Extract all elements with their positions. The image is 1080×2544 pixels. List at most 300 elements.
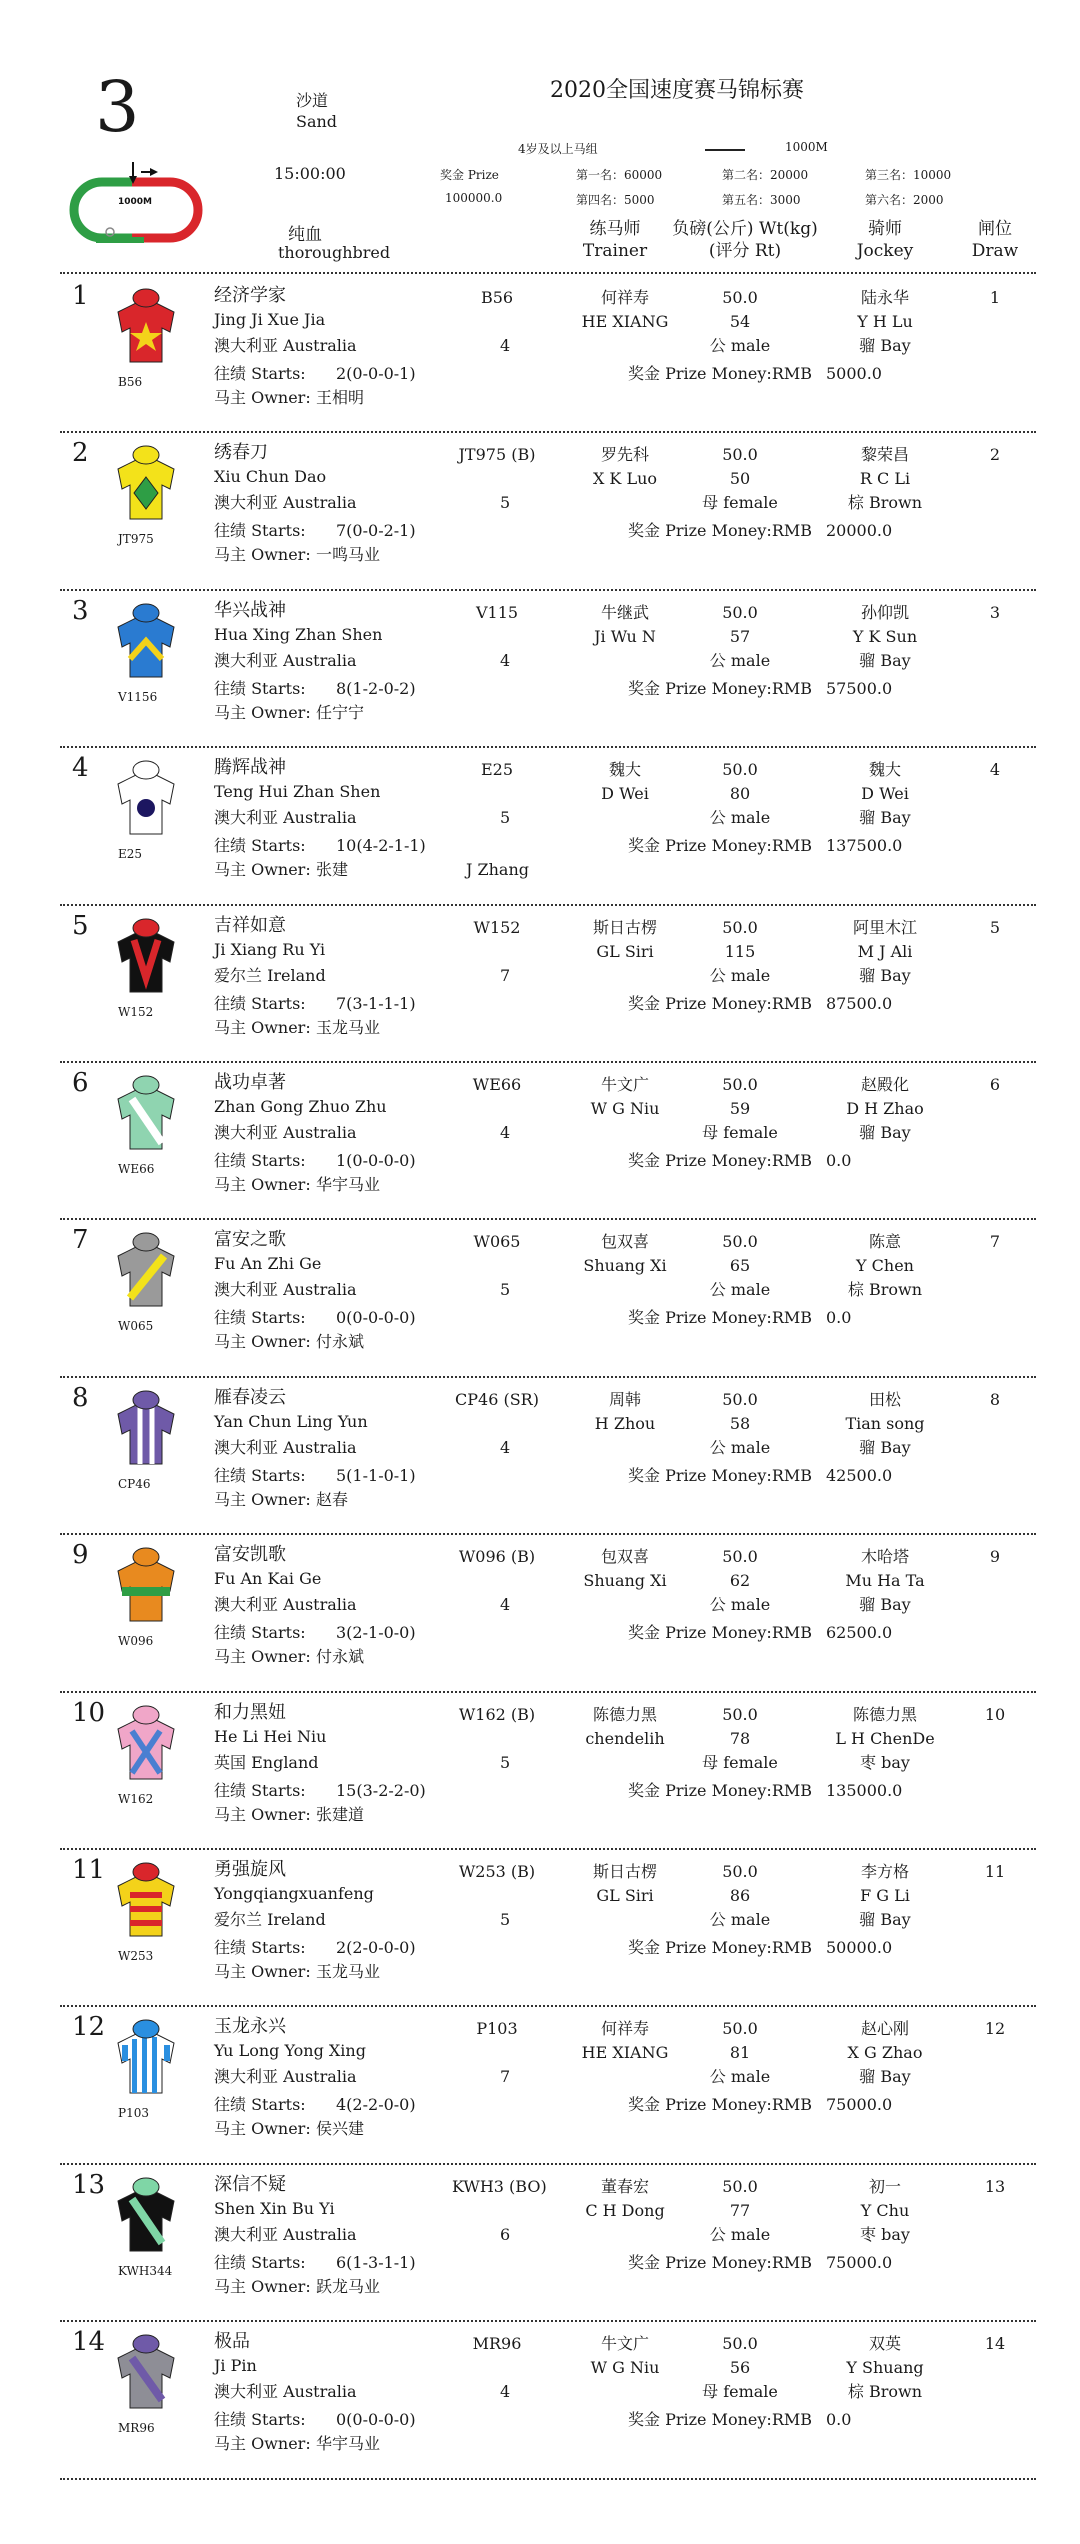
horse-name-en: Yongqiangxuanfeng <box>214 1884 374 1903</box>
entry-separator <box>60 2163 1036 2165</box>
col-weight-cn: 负磅(公斤) Wt(kg) <box>672 219 818 239</box>
starts-label: 往绩 Starts: <box>214 1938 306 1957</box>
runner-number: 14 <box>72 2327 106 2357</box>
owner-value: 付永斌 <box>316 1647 365 1666</box>
prize-money-value: 20000.0 <box>826 521 893 540</box>
starts-value: 0(0-0-0-0) <box>336 1308 416 1327</box>
horse-name-en: Teng Hui Zhan Shen <box>214 782 381 801</box>
breed-en: thoroughbred <box>278 243 391 262</box>
prize-5th: 第五名：3000 <box>722 193 801 207</box>
horse-age: 4 <box>500 1438 511 1457</box>
owner-value: 张建道 <box>316 1805 365 1824</box>
rating: 59 <box>729 1099 751 1118</box>
horse-origin: 澳大利亚 Australia <box>214 1280 357 1299</box>
horse-sex: 母 female <box>702 1753 778 1772</box>
jockey-en: Y K Sun <box>852 627 918 646</box>
distance-rule <box>705 149 745 151</box>
trainer-cn: 斯日古楞 <box>592 918 657 937</box>
prize-money-value: 75000.0 <box>826 2095 893 2114</box>
owner-label: 马主 Owner: <box>214 1490 311 1509</box>
horse-name-cn: 极品 <box>214 2331 250 2352</box>
silk-code: P103 <box>118 2106 149 2120</box>
runner-entry <box>0 437 1080 595</box>
jockey-silk-pink-blue-cross <box>104 1705 188 1783</box>
horse-sex: 公 male <box>709 966 771 985</box>
starts-label: 往绩 Starts: <box>214 1466 306 1485</box>
silk-code: E25 <box>118 847 143 861</box>
owner-label: 马主 Owner: <box>214 2119 311 2138</box>
owner-value: 跃龙马业 <box>316 2277 381 2296</box>
trainer-cn: 牛文广 <box>600 2334 649 2353</box>
horse-age: 4 <box>500 651 511 670</box>
prize-money-value: 135000.0 <box>826 1781 903 1800</box>
jockey-silk-blue-yellow-chevron <box>104 603 188 681</box>
horse-color: 骝 Bay <box>859 1438 911 1457</box>
weight: 50.0 <box>722 1075 758 1094</box>
draw-number: 12 <box>984 2019 1006 2038</box>
owner-extra: J Zhang <box>466 860 530 879</box>
prize-money-label: 奖金 Prize Money:RMB <box>628 521 813 540</box>
jockey-cn: 木哈塔 <box>860 1547 909 1566</box>
horse-name-en: Hua Xing Zhan Shen <box>214 625 383 644</box>
owner-value: 任宁宁 <box>316 703 365 722</box>
trainer-cn: 魏大 <box>608 760 641 779</box>
starts-value: 15(3-2-2-0) <box>336 1781 426 1800</box>
horse-color: 枣 bay <box>860 2225 910 2244</box>
jockey-silk-grey-yellow-sash <box>104 1232 188 1310</box>
prize-money-value: 0.0 <box>826 1308 852 1327</box>
horse-code: JT975 (B) <box>458 445 536 464</box>
runner-entry <box>0 2169 1080 2327</box>
horse-origin: 爱尔兰 Ireland <box>214 1910 326 1929</box>
starts-value: 0(0-0-0-0) <box>336 2410 416 2429</box>
horse-name-cn: 玉龙永兴 <box>214 2016 286 2037</box>
horse-name-cn: 吉祥如意 <box>214 915 286 936</box>
horse-name-en: Shen Xin Bu Yi <box>214 2199 335 2218</box>
runner-entry <box>0 1067 1080 1225</box>
jockey-silk-blue-white-stripes <box>104 2019 188 2097</box>
horse-origin: 澳大利亚 Australia <box>214 808 357 827</box>
jockey-en: R C Li <box>859 469 911 488</box>
jockey-silk-mint-white-sash <box>104 1075 188 1153</box>
trainer-en: Shuang Xi <box>583 1256 667 1275</box>
trainer-en: D Wei <box>601 784 649 803</box>
horse-code: MR96 <box>472 2334 522 2353</box>
trainer-cn: 罗先科 <box>600 445 649 464</box>
trainer-cn: 何祥寿 <box>600 288 649 307</box>
runner-number: 12 <box>72 2012 106 2042</box>
horse-color: 棕 Brown <box>847 2382 923 2401</box>
runner-number: 7 <box>72 1225 89 1255</box>
entry-separator <box>60 2478 1036 2480</box>
trainer-cn: 包双喜 <box>600 1547 649 1566</box>
prize-money-value: 87500.0 <box>826 994 893 1013</box>
prize-4th: 第四名：5000 <box>576 193 655 207</box>
horse-origin: 澳大利亚 Australia <box>214 651 357 670</box>
silk-code: CP46 <box>118 1477 151 1491</box>
horse-name-cn: 深信不疑 <box>214 2174 286 2195</box>
trainer-en: X K Luo <box>592 469 658 488</box>
horse-name-cn: 华兴战神 <box>214 600 286 621</box>
prize-money-value: 75000.0 <box>826 2253 893 2272</box>
owner-value: 华宇马业 <box>316 2434 381 2453</box>
horse-origin: 澳大利亚 Australia <box>214 2225 357 2244</box>
trainer-en: chendelih <box>585 1729 665 1748</box>
horse-origin: 澳大利亚 Australia <box>214 1438 357 1457</box>
trainer-cn: 斯日古楞 <box>592 1862 657 1881</box>
prize-money-label: 奖金 Prize Money:RMB <box>628 1151 813 1170</box>
horse-name-cn: 勇强旋风 <box>214 1859 286 1880</box>
prize-money-label: 奖金 Prize Money:RMB <box>628 1623 813 1642</box>
weight: 50.0 <box>722 1232 758 1251</box>
trainer-cn: 周韩 <box>608 1390 641 1409</box>
horse-code: W152 <box>473 918 521 937</box>
prize-money-value: 42500.0 <box>826 1466 893 1485</box>
trainer-cn: 董春宏 <box>600 2177 649 2196</box>
entry-separator <box>60 1848 1036 1850</box>
starts-label: 往绩 Starts: <box>214 836 306 855</box>
horse-sex: 公 male <box>709 1595 771 1614</box>
horse-age: 4 <box>500 2382 511 2401</box>
trainer-en: HE XIANG <box>581 312 669 331</box>
starts-label: 往绩 Starts: <box>214 2253 306 2272</box>
col-weight-en: (评分 Rt) <box>708 241 782 261</box>
starts-value: 2(0-0-0-1) <box>336 364 416 383</box>
jockey-cn: 黎荣昌 <box>860 445 909 464</box>
owner-label: 马主 Owner: <box>214 2277 311 2296</box>
prize-money-value: 5000.0 <box>826 364 882 383</box>
silk-code: W253 <box>118 1949 154 1963</box>
runner-entry <box>0 2011 1080 2169</box>
draw-number: 6 <box>989 1075 1001 1094</box>
runner-entry <box>0 1697 1080 1855</box>
runner-number: 5 <box>72 911 89 941</box>
horse-sex: 公 male <box>709 1910 771 1929</box>
horse-name-cn: 腾辉战神 <box>214 757 286 778</box>
prize-money-label: 奖金 Prize Money:RMB <box>628 836 813 855</box>
runner-entry <box>0 280 1080 438</box>
starts-label: 往绩 Starts: <box>214 679 306 698</box>
col-weight <box>665 218 825 262</box>
starts-value: 6(1-3-1-1) <box>336 2253 416 2272</box>
weight: 50.0 <box>722 603 758 622</box>
jockey-cn: 初一 <box>868 2177 901 2196</box>
rating: 62 <box>729 1571 751 1590</box>
horse-name-cn: 富安凯歌 <box>214 1544 286 1565</box>
jockey-silk-orange-green-band <box>104 1547 188 1625</box>
trainer-en: Shuang Xi <box>583 1571 667 1590</box>
trainer-en: HE XIANG <box>581 2043 669 2062</box>
entry-separator <box>60 746 1036 748</box>
horse-code: W253 (B) <box>458 1862 536 1881</box>
draw-number: 7 <box>989 1232 1001 1251</box>
race-time: 15:00:00 <box>274 164 346 183</box>
surface-en: Sand <box>296 112 338 131</box>
runner-number: 3 <box>72 596 89 626</box>
entry-separator <box>60 2320 1036 2322</box>
horse-name-cn: 富安之歌 <box>214 1229 286 1250</box>
trainer-cn: 包双喜 <box>600 1232 649 1251</box>
horse-color: 骝 Bay <box>859 336 911 355</box>
runner-number: 6 <box>72 1068 89 1098</box>
horse-age: 7 <box>500 2067 511 2086</box>
rating: 115 <box>724 942 756 961</box>
trainer-en: H Zhou <box>594 1414 656 1433</box>
prize-money-label: 奖金 Prize Money:RMB <box>628 1466 813 1485</box>
prize-money-value: 137500.0 <box>826 836 903 855</box>
owner-value: 王相明 <box>316 388 365 407</box>
jockey-en: L H ChenDe <box>835 1729 935 1748</box>
runner-number: 9 <box>72 1540 89 1570</box>
runner-entry <box>0 1382 1080 1540</box>
jockey-en: M J Ali <box>857 942 913 961</box>
jockey-en: Y H Lu <box>857 312 913 331</box>
entry-separator <box>60 431 1036 433</box>
rating: 80 <box>729 784 751 803</box>
horse-name-cn: 和力黑妞 <box>214 1702 286 1723</box>
race-class: 4岁及以上马组 <box>518 142 598 156</box>
race-number: 3 <box>95 66 140 148</box>
starts-value: 5(1-1-0-1) <box>336 1466 416 1485</box>
starts-value: 4(2-2-0-0) <box>336 2095 416 2114</box>
jockey-silk-red-yellow-star <box>104 288 188 366</box>
draw-number: 4 <box>989 760 1001 779</box>
trainer-cn: 陈德力黑 <box>592 1705 657 1724</box>
horse-code: CP46 (SR) <box>455 1390 539 1409</box>
horse-name-en: Fu An Zhi Ge <box>214 1254 322 1273</box>
entry-separator <box>60 1533 1036 1535</box>
horse-code: WE66 <box>472 1075 522 1094</box>
prize-money-value: 0.0 <box>826 1151 852 1170</box>
rating: 54 <box>729 312 751 331</box>
silk-code: V1156 <box>118 690 158 704</box>
silk-code: MR96 <box>118 2421 155 2435</box>
horse-sex: 母 female <box>702 2382 778 2401</box>
prize-total: 100000.0 <box>445 191 503 205</box>
jockey-en: Y Chen <box>856 1256 914 1275</box>
silk-code: W096 <box>118 1634 154 1648</box>
horse-sex: 公 male <box>709 1438 771 1457</box>
jockey-cn: 赵心刚 <box>860 2019 909 2038</box>
owner-label: 马主 Owner: <box>214 860 311 879</box>
col-jockey <box>845 218 925 262</box>
starts-label: 往绩 Starts: <box>214 521 306 540</box>
col-jockey-en: Jockey <box>856 241 914 261</box>
rating: 77 <box>729 2201 751 2220</box>
weight: 50.0 <box>722 2334 758 2353</box>
horse-name-en: Zhan Gong Zhuo Zhu <box>214 1097 387 1116</box>
weight: 50.0 <box>722 760 758 779</box>
col-draw <box>965 218 1025 262</box>
race-title: 2020全国速度赛马锦标赛 <box>550 78 804 103</box>
horse-code: V115 <box>475 603 519 622</box>
runner-number: 10 <box>72 1698 106 1728</box>
owner-value: 玉龙马业 <box>316 1962 381 1981</box>
surface-cn: 沙道 <box>296 91 329 110</box>
runner-number: 4 <box>72 753 89 783</box>
prize-6th: 第六名：2000 <box>865 193 944 207</box>
runner-number: 1 <box>72 281 89 311</box>
horse-color: 枣 bay <box>860 1753 910 1772</box>
draw-number: 2 <box>989 445 1001 464</box>
owner-value: 赵春 <box>316 1490 349 1509</box>
jockey-cn: 孙仰凯 <box>860 603 909 622</box>
jockey-en: D H Zhao <box>846 1099 924 1118</box>
track-distance-label: 1000M <box>118 197 153 207</box>
horse-code: W096 (B) <box>458 1547 536 1566</box>
jockey-silk-yellow-green-diamond <box>104 445 188 523</box>
horse-sex: 母 female <box>702 1123 778 1142</box>
jockey-silk-purple-white-braces <box>104 1390 188 1468</box>
entry-separator <box>60 2005 1036 2007</box>
starts-label: 往绩 Starts: <box>214 1308 306 1327</box>
draw-number: 13 <box>984 2177 1006 2196</box>
draw-number: 5 <box>989 918 1001 937</box>
horse-color: 骝 Bay <box>859 2067 911 2086</box>
entry-separator <box>60 904 1036 906</box>
runner-number: 13 <box>72 2170 106 2200</box>
starts-label: 往绩 Starts: <box>214 1623 306 1642</box>
horse-sex: 公 male <box>709 808 771 827</box>
horse-code: W065 <box>473 1232 521 1251</box>
draw-number: 11 <box>984 1862 1006 1881</box>
horse-color: 骝 Bay <box>859 1910 911 1929</box>
horse-age: 5 <box>500 1910 511 1929</box>
runner-entry <box>0 595 1080 753</box>
silk-code: W162 <box>118 1792 154 1806</box>
owner-label: 马主 Owner: <box>214 1805 311 1824</box>
jockey-silk-black-red-v <box>104 918 188 996</box>
owner-label: 马主 Owner: <box>214 703 311 722</box>
horse-origin: 爱尔兰 Ireland <box>214 966 326 985</box>
jockey-en: Y Shuang <box>846 2358 924 2377</box>
horse-origin: 澳大利亚 Australia <box>214 493 357 512</box>
horse-origin: 澳大利亚 Australia <box>214 2067 357 2086</box>
runner-number: 8 <box>72 1383 89 1413</box>
jockey-en: Y Chu <box>860 2201 910 2220</box>
starts-value: 7(3-1-1-1) <box>336 994 416 1013</box>
trainer-en: Ji Wu N <box>594 627 656 646</box>
owner-label: 马主 Owner: <box>214 388 311 407</box>
jockey-silk-black-mint-sash <box>104 2177 188 2255</box>
starts-value: 2(2-0-0-0) <box>336 1938 416 1957</box>
jockey-cn: 陈意 <box>868 1232 901 1251</box>
race-distance: 1000M <box>785 140 828 154</box>
horse-name-en: He Li Hei Niu <box>214 1727 327 1746</box>
starts-label: 往绩 Starts: <box>214 994 306 1013</box>
horse-sex: 母 female <box>702 493 778 512</box>
trainer-en: C H Dong <box>585 2201 665 2220</box>
weight: 50.0 <box>722 1862 758 1881</box>
rating: 65 <box>729 1256 751 1275</box>
runner-entry <box>0 752 1080 910</box>
prize-money-value: 50000.0 <box>826 1938 893 1957</box>
weight: 50.0 <box>722 2177 758 2196</box>
horse-code: KWH3 (BO) <box>452 2177 547 2196</box>
jockey-en: D Wei <box>861 784 909 803</box>
prize-money-label: 奖金 Prize Money:RMB <box>628 2095 813 2114</box>
breed-cn: 纯血 <box>288 225 322 245</box>
entry-separator <box>60 1376 1036 1378</box>
horse-age: 4 <box>500 1123 511 1142</box>
horse-color: 骝 Bay <box>859 1123 911 1142</box>
weight: 50.0 <box>722 1705 758 1724</box>
trainer-cn: 何祥寿 <box>600 2019 649 2038</box>
horse-color: 骝 Bay <box>859 966 911 985</box>
starts-value: 3(2-1-0-0) <box>336 1623 416 1642</box>
horse-origin: 澳大利亚 Australia <box>214 336 357 355</box>
jockey-silk-grey-purple-sash <box>104 2334 188 2412</box>
trainer-cn: 牛继武 <box>600 603 649 622</box>
horse-name-cn: 经济学家 <box>214 285 286 306</box>
horse-name-cn: 绣春刀 <box>214 442 268 463</box>
horse-name-cn: 战功卓著 <box>214 1072 286 1093</box>
track-diagram-icon <box>62 160 212 252</box>
starts-label: 往绩 Starts: <box>214 1781 306 1800</box>
owner-label: 马主 Owner: <box>214 1332 311 1351</box>
horse-age: 5 <box>500 808 511 827</box>
jockey-en: F G Li <box>860 1886 910 1905</box>
owner-value: 玉龙马业 <box>316 1018 381 1037</box>
trainer-en: GL Siri <box>596 1886 654 1905</box>
rating: 86 <box>729 1886 751 1905</box>
starts-label: 往绩 Starts: <box>214 364 306 383</box>
prize-money-label: 奖金 Prize Money:RMB <box>628 1781 813 1800</box>
draw-number: 9 <box>989 1547 1001 1566</box>
runner-number: 11 <box>72 1855 106 1885</box>
jockey-silk-white-navy-ball <box>104 760 188 838</box>
weight: 50.0 <box>722 2019 758 2038</box>
starts-label: 往绩 Starts: <box>214 2410 306 2429</box>
prize-money-value: 62500.0 <box>826 1623 893 1642</box>
prize-money-label: 奖金 Prize Money:RMB <box>628 1938 813 1957</box>
runner-entry <box>0 2326 1080 2484</box>
horse-sex: 公 male <box>709 651 771 670</box>
trainer-en: GL Siri <box>596 942 654 961</box>
horse-name-en: Xiu Chun Dao <box>214 467 327 486</box>
col-jockey-cn: 骑师 <box>868 219 902 239</box>
prize-money-label: 奖金 Prize Money:RMB <box>628 364 813 383</box>
runner-entry <box>0 1224 1080 1382</box>
jockey-silk-red-yellow-hoops <box>104 1862 188 1940</box>
weight: 50.0 <box>722 445 758 464</box>
col-trainer-en: Trainer <box>582 241 648 261</box>
draw-number: 3 <box>989 603 1001 622</box>
owner-value: 张建 <box>316 860 349 879</box>
jockey-cn: 赵殿化 <box>860 1075 909 1094</box>
silk-code: B56 <box>118 375 143 389</box>
horse-name-en: Yu Long Yong Xing <box>214 2041 366 2060</box>
entry-separator <box>60 589 1036 591</box>
col-trainer <box>570 218 660 262</box>
horse-sex: 公 male <box>709 1280 771 1299</box>
horse-name-cn: 雁春凌云 <box>214 1387 286 1408</box>
jockey-cn: 李方格 <box>860 1862 909 1881</box>
jockey-en: Mu Ha Ta <box>845 1571 925 1590</box>
starts-label: 往绩 Starts: <box>214 1151 306 1170</box>
weight: 50.0 <box>722 1547 758 1566</box>
horse-name-en: Fu An Kai Ge <box>214 1569 322 1588</box>
owner-label: 马主 Owner: <box>214 1175 311 1194</box>
jockey-cn: 田松 <box>868 1390 901 1409</box>
jockey-en: Tian song <box>845 1414 925 1433</box>
rating: 50 <box>729 469 751 488</box>
jockey-cn: 双英 <box>868 2334 901 2353</box>
col-draw-en: Draw <box>971 241 1019 261</box>
starts-label: 往绩 Starts: <box>214 2095 306 2114</box>
silk-code: W152 <box>118 1005 154 1019</box>
draw-number: 8 <box>989 1390 1001 1409</box>
